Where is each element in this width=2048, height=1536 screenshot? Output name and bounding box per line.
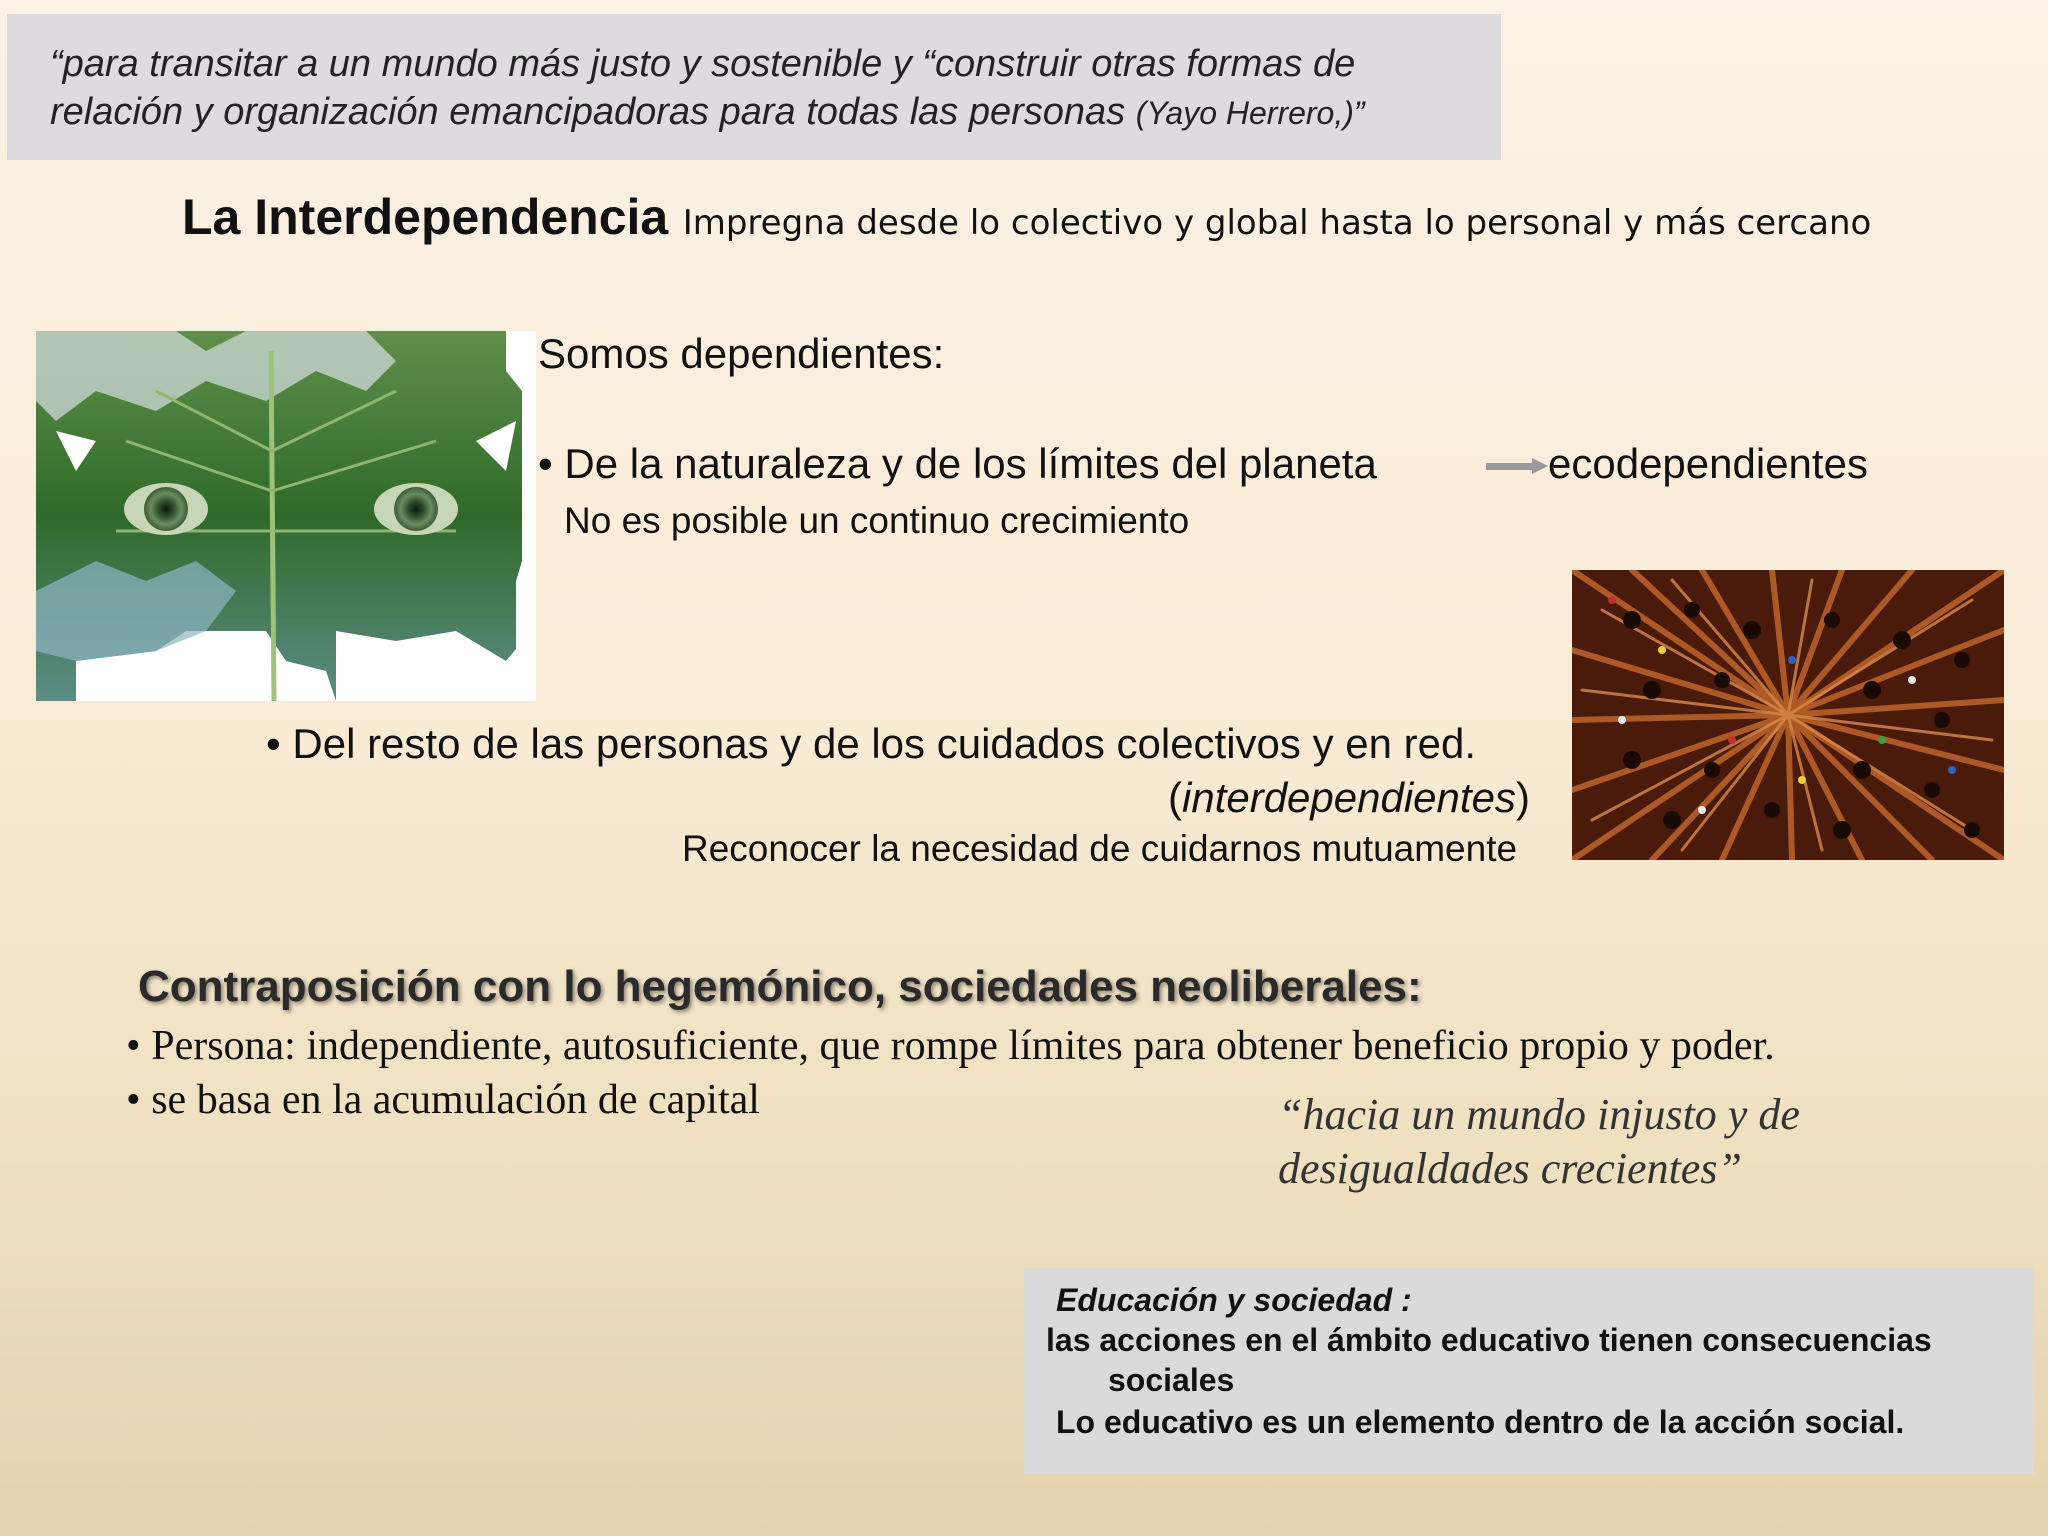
- education-title: Educación y sociedad :: [1056, 1282, 1412, 1318]
- bullet-people-result-wrap: [1168, 774, 1530, 822]
- education-box: [1024, 1268, 2034, 1474]
- leaf-face-image: [36, 331, 536, 701]
- quote-line-2-text: relación y organización emancipadoras para todas las personas: [50, 91, 1126, 133]
- education-line-1: las acciones en el ámbito educativo tienen consecuencias: [1046, 1322, 1932, 1358]
- contrast-bullet-person: • Persona: independiente, autosuficiente, que rompe límites para obtener beneficio propio y poder.: [126, 1023, 1775, 1069]
- bullet-people-result: interdependientes: [1182, 774, 1516, 821]
- dependence-heading: Somos dependientes:: [538, 330, 945, 377]
- crowd-image: [1572, 570, 2004, 860]
- contrast-quote-line-2: desigualdades crecientes”: [1278, 1144, 1742, 1193]
- contrast-quote: [1278, 1088, 1800, 1196]
- quote-line-1: “para transitar a un mundo más justo y sostenible y “construir otras formas de: [50, 43, 1356, 85]
- crowd-graphic: [1572, 570, 2004, 860]
- bullet-people-open-paren: (: [1168, 774, 1182, 821]
- quote-author: (Yayo Herrero,)”: [1135, 95, 1365, 131]
- contrast-heading: Contraposición con lo hegemónico, sociedades neoliberales:: [138, 962, 1422, 1011]
- page-title: [182, 188, 1871, 246]
- bullet-nature: • De la naturaleza y de los límites del planeta: [538, 440, 1377, 487]
- arrow-right-icon: [1486, 458, 1548, 474]
- bullet-nature-note: No es posible un continuo crecimiento: [564, 500, 1190, 541]
- leaf-face-graphic: [36, 331, 536, 701]
- contrast-quote-line-1: “hacia un mundo injusto y de: [1278, 1090, 1800, 1139]
- education-line-2: Lo educativo es un elemento dentro de la acción social.: [1056, 1404, 1905, 1440]
- quote-line-2: [50, 88, 1501, 137]
- title-subtitle: Impregna desde lo colectivo y global hasta lo personal y más cercano: [682, 203, 1872, 243]
- bullet-people-close-paren: ): [1515, 774, 1530, 821]
- bullet-people: • Del resto de las personas y de los cuidados colectivos y en red.: [266, 720, 1477, 767]
- contrast-bullet-capital: • se basa en la acumulación de capital: [126, 1077, 760, 1123]
- title-main: La Interdependencia: [182, 189, 669, 245]
- bullet-people-note: Reconocer la necesidad de cuidarnos mutuamente: [682, 828, 1518, 869]
- quote-box: [7, 14, 1501, 160]
- education-line-1b: sociales: [1108, 1362, 1235, 1398]
- bullet-nature-result: ecodependientes: [1548, 440, 1868, 487]
